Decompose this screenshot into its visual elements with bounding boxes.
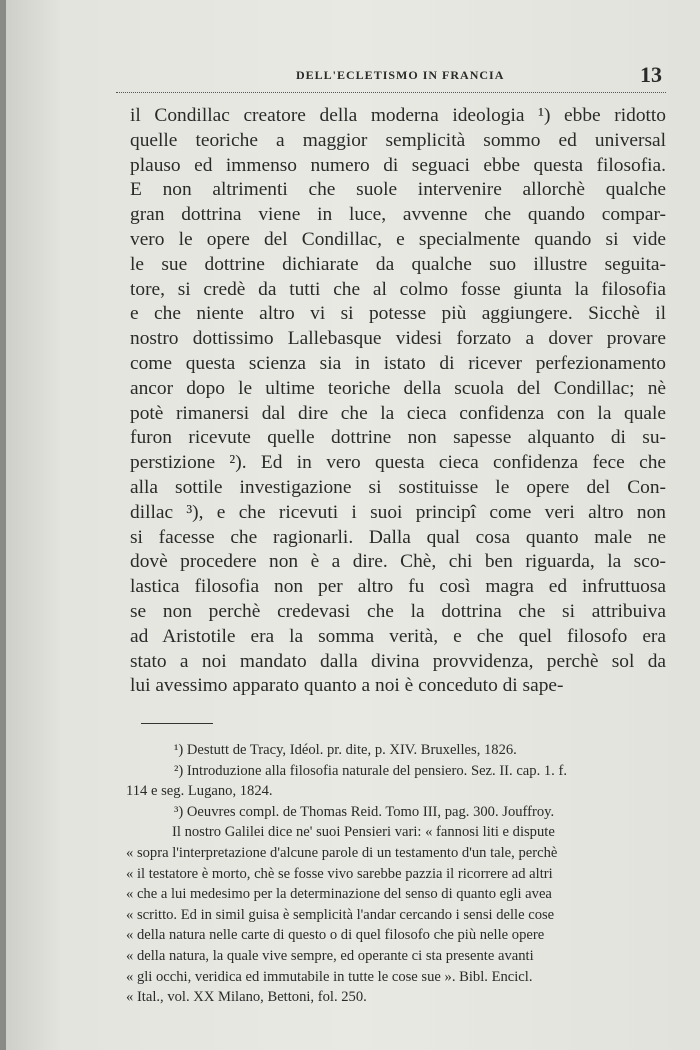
- body-text: [130, 104, 666, 699]
- footnote-line: « il testatore è morto, chè se fosse vivo sarebbe pazzia il ricorrere ad altri: [126, 865, 553, 882]
- text-line: se non perchè credevasi che la dottrina che si attribuiva: [130, 600, 666, 622]
- text-line: le sue dottrine dichiarate da qualche suo illustre seguita-: [130, 253, 666, 275]
- text-line: potè rimanersi dal dire che la cieca confidenza con la quale: [130, 402, 666, 424]
- footnote-line: 114 e seg. Lugano, 1824.: [126, 783, 273, 800]
- book-page: [6, 0, 700, 1050]
- footnote-line: ³) Oeuvres compl. de Thomas Reid. Tomo III, pag. 300. Jouffroy.: [174, 803, 555, 820]
- page-number: 13: [640, 62, 662, 87]
- text-line: dillac ³), e che ricevuti i suoi principî come veri altro non: [130, 501, 666, 523]
- footnote-line: « scritto. Ed in simil guisa è semplicità l'andar cercando i sensi delle cose: [126, 906, 555, 923]
- footnote-line: « gli occhi, veridica ed immutabile in tutte le cose sue ». Bibl. Encicl.: [126, 968, 533, 985]
- footnote-divider: [141, 723, 213, 724]
- footnote-line: « della natura nelle carte di questo o di quel filosofo che più nelle opere: [126, 927, 545, 944]
- text-line: lastica filosofia non per altro fu così magra ed infruttuosa: [130, 576, 666, 598]
- text-line: furon ricevute quelle dottrine non sapesse alquanto di su-: [130, 427, 666, 449]
- footnote-line: « che a lui medesimo per la determinazione del senso di quanto egli avea: [126, 886, 552, 903]
- text-line: come questa scienza sia in istato di ricever perfezionamento: [130, 352, 666, 374]
- footnote-line: ¹) Destutt de Tracy, Idéol. pr. dite, p. XIV. Bruxelles, 1826.: [174, 742, 517, 758]
- text-line: e che niente altro vi si potesse più aggiungere. Sicchè il: [130, 303, 666, 325]
- text-line: plauso ed immenso numero di seguaci ebbe questa filosofia.: [130, 154, 666, 176]
- text-line: ancor dopo le ultime teoriche della scuola del Condillac; nè: [130, 377, 666, 399]
- text-line: nostro dottissimo Lallebasque videsi forzato a dover provare: [130, 328, 666, 350]
- text-line: stato a noi mandato dalla divina provvidenza, perchè sol da: [130, 650, 666, 672]
- text-line: si facesse che ragionarli. Dalla qual cosa quanto male ne: [130, 526, 666, 548]
- text-line: gran dottrina viene in luce, avvenne che quando compar-: [130, 204, 666, 226]
- footnote-line: « sopra l'interpretazione d'alcune parole di un testamento d'un tale, perchè: [126, 844, 558, 861]
- text-line: tore, si credè da tutti che al colmo fosse giunta la filosofia: [130, 278, 666, 300]
- footnote-line: « della natura, la quale vive sempre, ed operante ci sta presente avanti: [126, 947, 534, 964]
- text-line: vero le opere del Condillac, e specialmente quando si vide: [130, 228, 666, 250]
- footnote-line: « Ital., vol. XX Milano, Bettoni, fol. 250.: [126, 989, 367, 1006]
- text-line: quelle teoriche a maggior semplicità sommo ed universal: [130, 129, 666, 151]
- text-line: il Condillac creatore della moderna ideologia ¹) ebbe ridotto: [130, 105, 666, 126]
- text-line: E non altrimenti che suole intervenire allorchè qualche: [130, 179, 666, 201]
- running-title: DELL'ECLETISMO IN FRANCIA: [296, 68, 505, 82]
- text-line: lui avessimo apparato quanto a noi è conceduto di sape-: [130, 675, 564, 697]
- text-line: ad Aristotile era la somma verità, e che quel filosofo era: [130, 625, 666, 647]
- footnote-line: Il nostro Galilei dice ne' suoi Pensieri vari: « fannosi liti e dispute: [172, 824, 555, 841]
- page-header: [116, 62, 666, 93]
- text-line: alla sottile investigazione si sostituisse le opere del Con-: [130, 476, 666, 498]
- text-line: dovè procedere non è a dire. Chè, chi ben riguarda, la sco-: [130, 551, 666, 573]
- footnotes: [126, 740, 676, 1008]
- footnote-line: ²) Introduzione alla filosofia naturale del pensiero. Sez. II. cap. 1. f.: [174, 762, 567, 779]
- text-line: perstizione ²). Ed in vero questa cieca confidenza fece che: [130, 452, 666, 474]
